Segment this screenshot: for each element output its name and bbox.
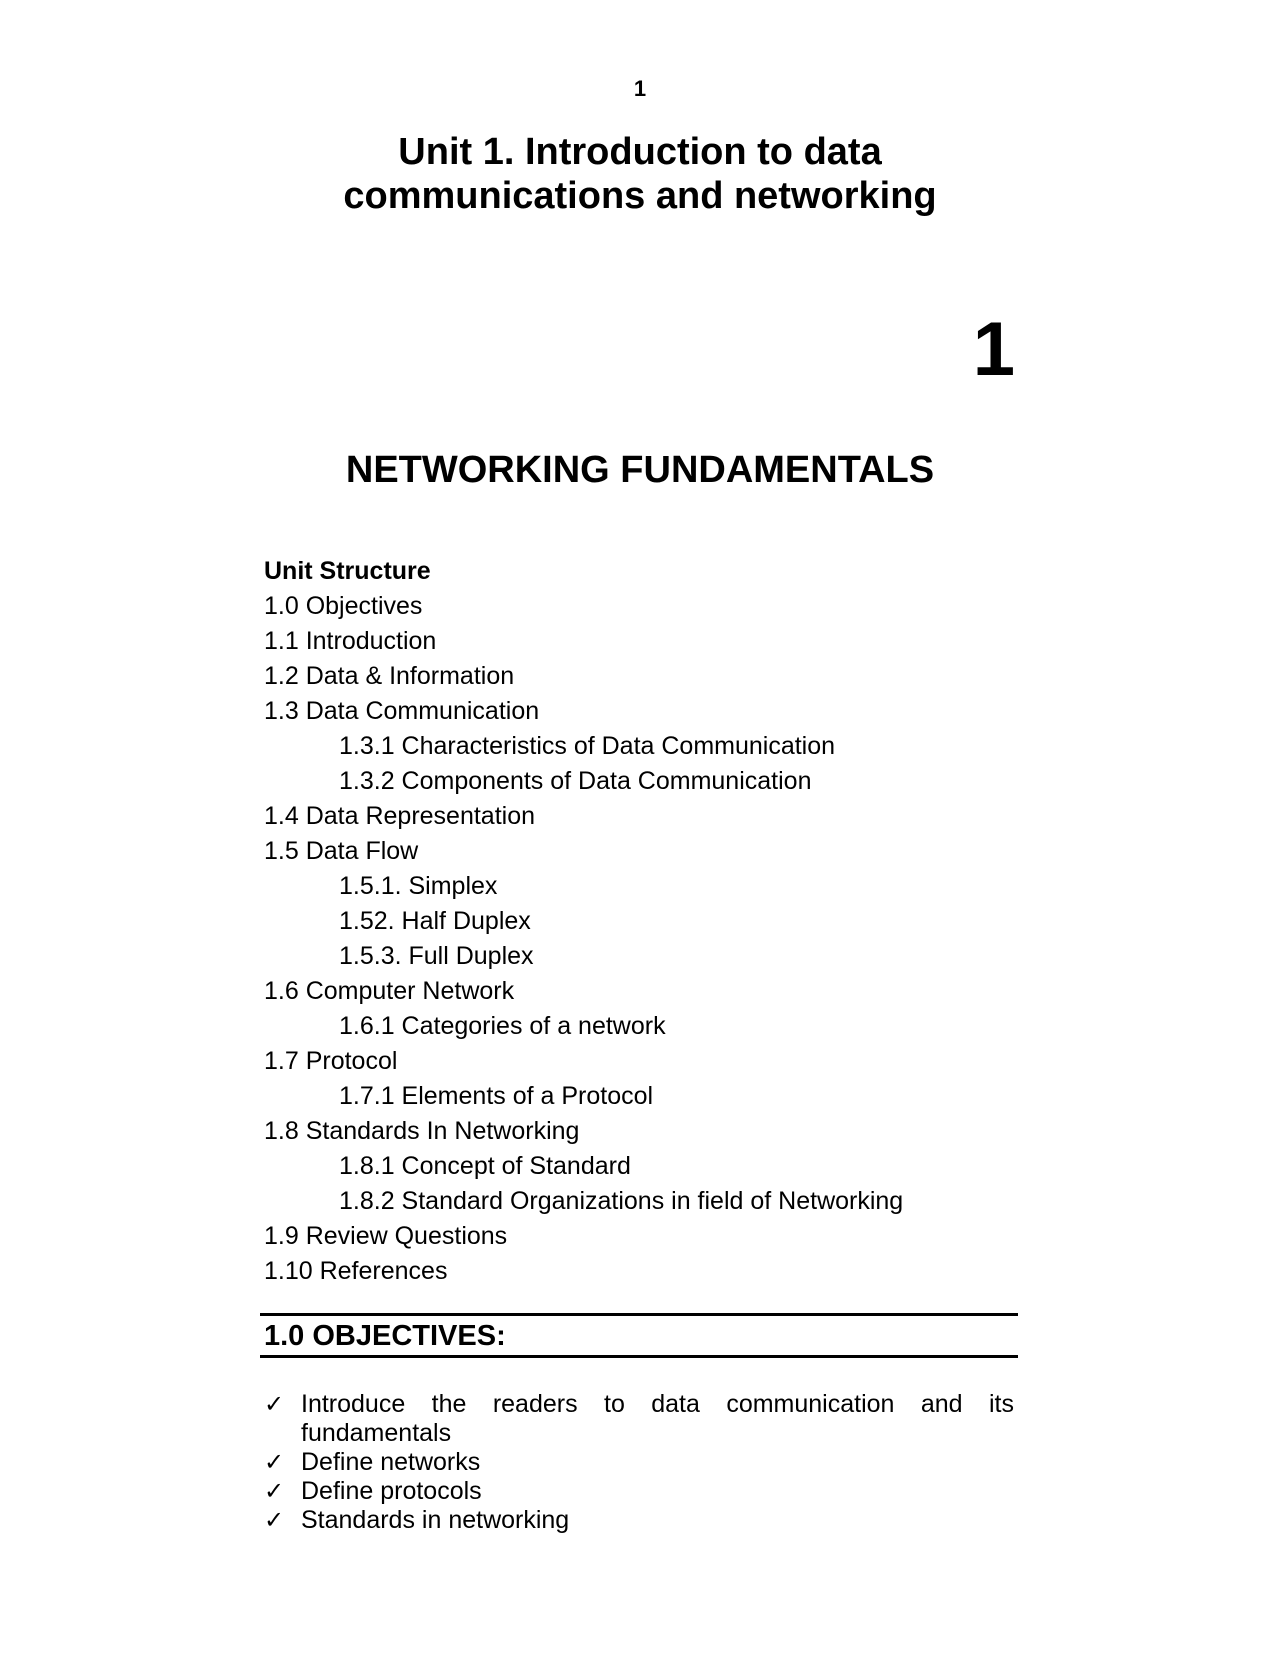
toc-item: 1.8.2 Standard Organizations in field of Networking bbox=[339, 1187, 904, 1215]
toc-item: 1.3 Data Communication bbox=[264, 697, 540, 725]
objective-item bbox=[264, 1448, 1014, 1477]
objective-item bbox=[264, 1477, 1014, 1506]
page-number: 1 bbox=[633, 76, 647, 101]
unit-title bbox=[0, 130, 1280, 218]
objective-item bbox=[264, 1390, 1014, 1448]
objective-text: Define networks bbox=[301, 1448, 481, 1476]
objective-item bbox=[264, 1506, 1014, 1535]
check-mark-icon: ✓ bbox=[264, 1506, 285, 1534]
check-mark-icon: ✓ bbox=[264, 1477, 285, 1505]
toc-item: 1.3.1 Characteristics of Data Communication bbox=[339, 732, 836, 760]
toc-item: 1.3.2 Components of Data Communication bbox=[339, 767, 812, 795]
chapter-number: 1 bbox=[972, 307, 1015, 392]
check-mark-icon: ✓ bbox=[264, 1390, 285, 1418]
toc-item: 1.5.1. Simplex bbox=[339, 872, 498, 900]
toc-item: 1.52. Half Duplex bbox=[339, 907, 531, 935]
unit-structure bbox=[264, 554, 1024, 1289]
toc-item: 1.7.1 Elements of a Protocol bbox=[339, 1082, 654, 1110]
toc-item: 1.6.1 Categories of a network bbox=[339, 1012, 666, 1040]
objectives-list bbox=[264, 1390, 1014, 1535]
toc-item: 1.10 References bbox=[264, 1257, 448, 1285]
objectives-heading: 1.0 OBJECTIVES: bbox=[264, 1320, 506, 1352]
objective-text: Introduce the readers to data communication and its fundamentals bbox=[301, 1390, 1014, 1447]
objective-text: Standards in networking bbox=[301, 1506, 570, 1534]
toc-item: 1.1 Introduction bbox=[264, 627, 437, 655]
check-mark-icon: ✓ bbox=[264, 1448, 285, 1476]
toc-item: 1.6 Computer Network bbox=[264, 977, 515, 1005]
toc-item: 1.8.1 Concept of Standard bbox=[339, 1152, 631, 1180]
unit-title-line-2: communications and networking bbox=[343, 175, 937, 217]
objectives-heading-box bbox=[260, 1313, 1018, 1358]
toc-item: 1.9 Review Questions bbox=[264, 1222, 508, 1250]
toc-item: 1.4 Data Representation bbox=[264, 802, 536, 830]
objective-text: Define protocols bbox=[301, 1477, 482, 1505]
toc-item: 1.5.3. Full Duplex bbox=[339, 942, 534, 970]
table-of-contents bbox=[264, 589, 1024, 1289]
toc-item: 1.2 Data & Information bbox=[264, 662, 515, 690]
toc-item: 1.5 Data Flow bbox=[264, 837, 419, 865]
toc-item: 1.7 Protocol bbox=[264, 1047, 398, 1075]
chapter-title: NETWORKING FUNDAMENTALS bbox=[345, 449, 935, 491]
unit-title-line-1: Unit 1. Introduction to data bbox=[398, 131, 882, 173]
toc-item: 1.8 Standards In Networking bbox=[264, 1117, 580, 1145]
toc-item: 1.0 Objectives bbox=[264, 592, 423, 620]
unit-structure-heading: Unit Structure bbox=[264, 557, 431, 585]
